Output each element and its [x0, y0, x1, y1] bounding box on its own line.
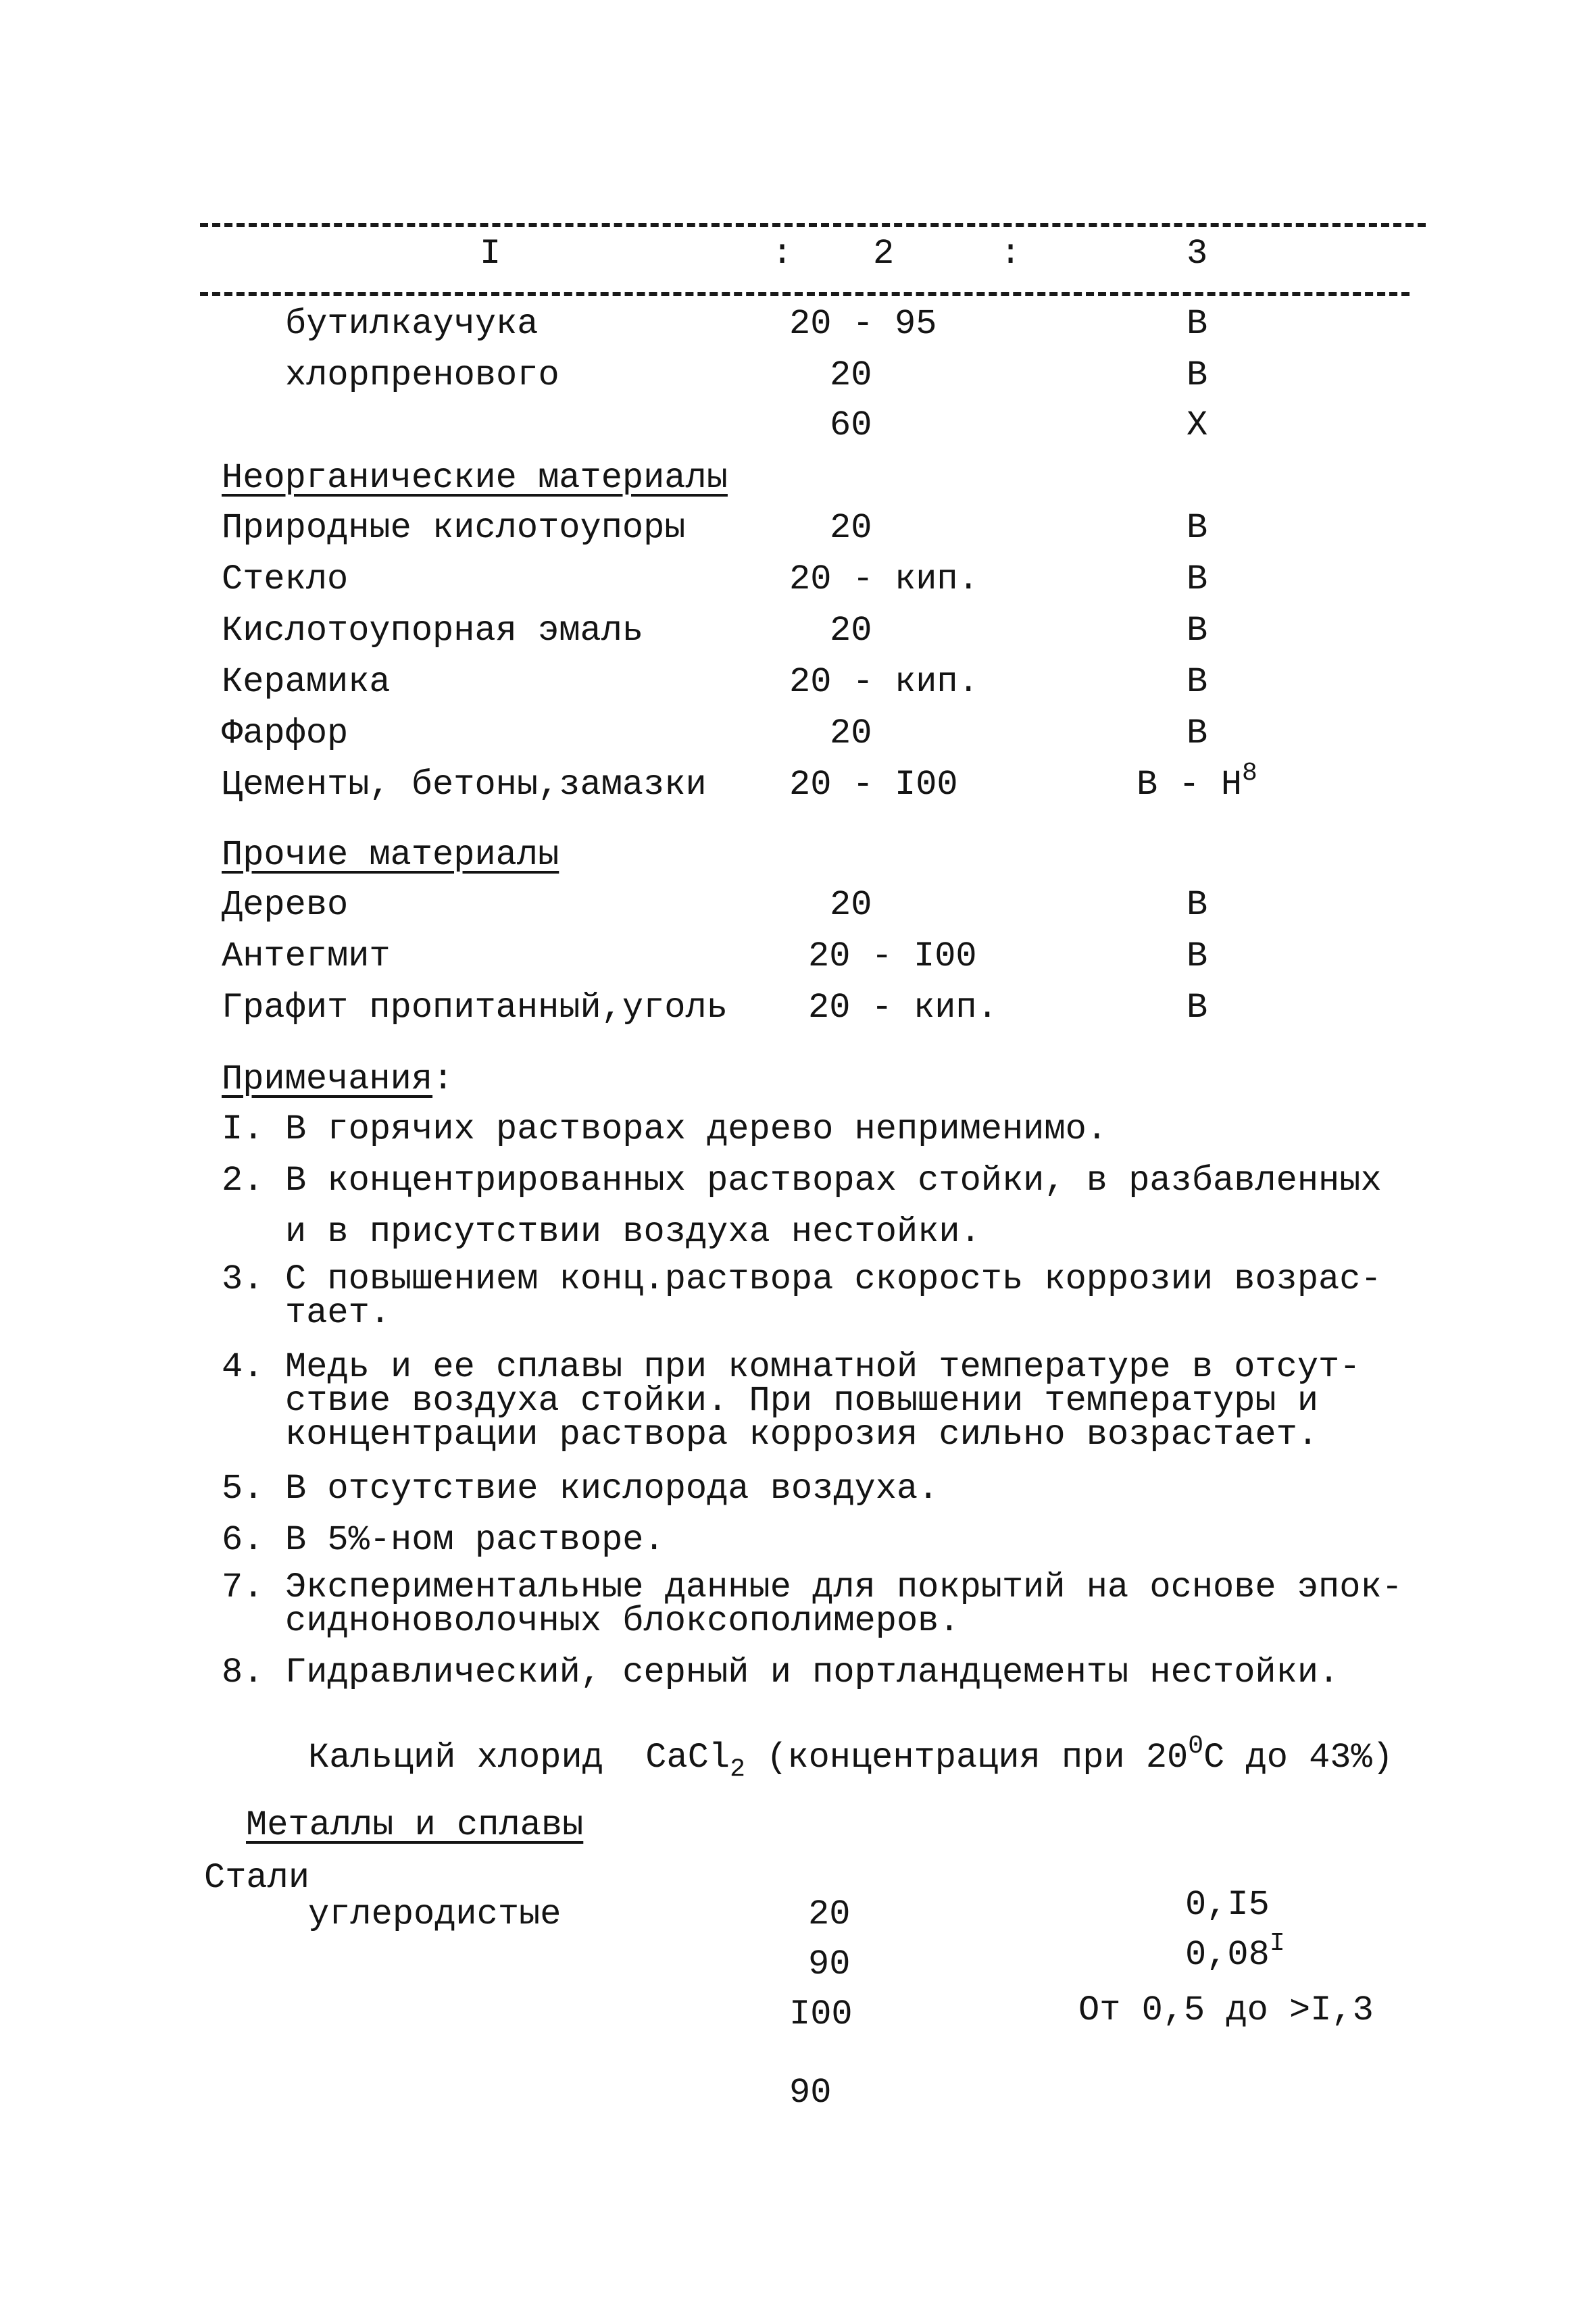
note-number: I. [222, 1109, 264, 1149]
header-col-1: I [480, 234, 501, 274]
note-line: Экспериментальные данные для покрытий на основе эпок- [285, 1567, 1403, 1607]
row-temp: 20 [808, 1894, 851, 1934]
notes-heading [222, 1059, 454, 1099]
row-temp: 60 [830, 405, 872, 445]
row-temp: 20 - кип. [808, 988, 998, 1028]
row-res: От 0,5 до >I,3 [1078, 1990, 1374, 2030]
note-number: 7. [222, 1567, 264, 1607]
row-res: B [1187, 559, 1208, 599]
note-number: 4. [222, 1347, 264, 1387]
substance-name: Кальций хлорид [308, 1738, 603, 1778]
row-temp: 20 - I00 [808, 936, 977, 976]
row-name: Стекло [222, 559, 349, 599]
header-sep-2: : [1000, 234, 1022, 274]
group-steel: Стали [204, 1858, 310, 1898]
row-res-text: B - H [1137, 765, 1243, 805]
row-res: B [1187, 988, 1208, 1028]
note-number: 8. [222, 1653, 264, 1692]
row-temp: 20 - I00 [789, 765, 958, 805]
header-sep-1: : [772, 234, 793, 274]
notes-title: Примечания [222, 1059, 433, 1099]
row-temp: 20 [830, 611, 872, 651]
row-res: B [1187, 885, 1208, 925]
row-name: углеродистые [308, 1894, 562, 1934]
row-temp: 90 [808, 1944, 851, 1984]
note-number: 5. [222, 1469, 264, 1509]
row-res-footnote: I [1269, 1929, 1285, 1959]
note-line: тает. [285, 1293, 391, 1333]
note-line: С повышением конц.раствора скорость коррозии возрас- [285, 1259, 1382, 1299]
row-temp: 20 - кип. [789, 559, 979, 599]
note-line: В горячих растворах дерево неприменимо. [285, 1109, 1107, 1149]
note-line: и в присутствии воздуха нестойки. [285, 1212, 981, 1252]
section-heading-inorganic: Неорганические материалы [222, 458, 728, 498]
note-line: Медь и ее сплавы при комнатной температуре в отсут- [285, 1347, 1361, 1387]
row-temp: 20 [830, 713, 872, 753]
row-temp: 20 - 95 [789, 304, 937, 344]
note-line: ствие воздуха стойки. При повышении температуры и [285, 1381, 1319, 1421]
note-number: 6. [222, 1520, 264, 1560]
row-name: Фарфор [222, 713, 349, 753]
row-name: Графит пропитанный,уголь [222, 988, 728, 1028]
section-heading-other: Прочие материалы [222, 835, 559, 875]
substance-formula: CaCl [645, 1738, 730, 1778]
row-res: B [1187, 304, 1208, 344]
note-line: концентрации раствора коррозия сильно возрастает. [285, 1415, 1319, 1455]
row-temp: 20 - кип. [789, 662, 979, 702]
row-res-footnote: 8 [1242, 759, 1257, 788]
row-name: Керамика [222, 662, 391, 702]
row-name: Цементы, бетоны,замазки [222, 765, 707, 805]
row-name: Природные кислотоупоры [222, 508, 686, 548]
row-res: B [1187, 611, 1208, 651]
row-res: 0,I5 [1185, 1885, 1270, 1925]
note-line: Гидравлический, серный и портландцементы нестойки. [285, 1653, 1340, 1692]
page-number: 90 [789, 2073, 832, 2113]
row-temp: I00 [789, 1994, 853, 2034]
section-heading-metals: Металлы и сплавы [246, 1805, 584, 1845]
row-res [1185, 1929, 1285, 1975]
row-res: B [1187, 936, 1208, 976]
note-line: сидноноволочных блоксополимеров. [285, 1601, 960, 1641]
header-rule-top [200, 223, 1426, 227]
row-name: Кислотоупорная эмаль [222, 611, 644, 651]
row-name: Дерево [222, 885, 349, 925]
row-name: бутилкаучука [285, 304, 539, 344]
substance-conc-degree: 0 [1188, 1732, 1204, 1761]
header-col-2: 2 [873, 234, 895, 274]
note-line: В отсутствие кислорода воздуха. [285, 1469, 939, 1509]
row-res [1137, 759, 1257, 805]
row-res: B [1187, 713, 1208, 753]
note-line: В 5%-ном растворе. [285, 1520, 665, 1560]
header-col-3: 3 [1187, 234, 1208, 274]
substance-title [308, 1732, 1393, 1784]
note-number: 3. [222, 1259, 264, 1299]
row-res: B [1187, 662, 1208, 702]
header-rule-bottom [200, 292, 1410, 296]
row-temp: 20 [830, 885, 872, 925]
notes-colon: : [432, 1059, 454, 1099]
note-number: 2. [222, 1161, 264, 1201]
row-temp: 20 [830, 508, 872, 548]
row-res: X [1187, 405, 1208, 445]
substance-conc-a: (концентрация при 20 [766, 1738, 1189, 1778]
row-res-text: 0,08 [1185, 1935, 1270, 1975]
row-name: хлорпренового [285, 355, 559, 395]
row-temp: 20 [830, 355, 872, 395]
note-line: В концентрированных растворах стойки, в разбавленных [285, 1161, 1382, 1201]
row-name: Антегмит [222, 936, 391, 976]
row-res: B [1187, 508, 1208, 548]
substance-formula-index: 2 [730, 1755, 745, 1784]
row-res: B [1187, 355, 1208, 395]
substance-conc-b: C до 43%) [1203, 1738, 1393, 1778]
